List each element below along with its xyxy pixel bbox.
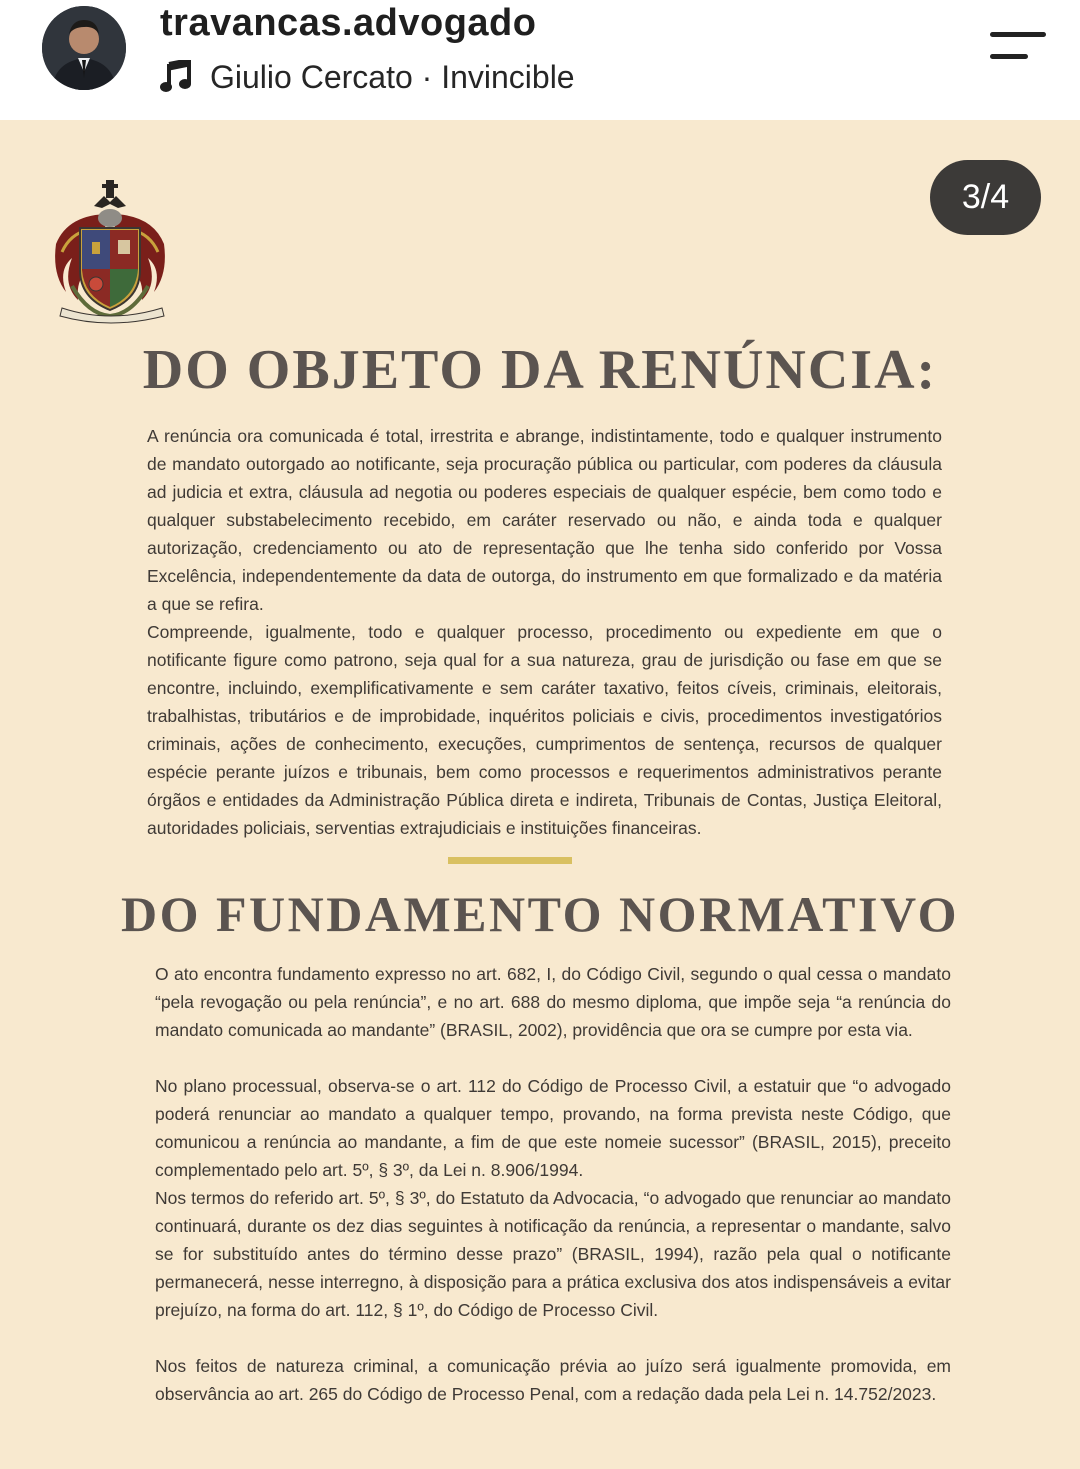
music-info[interactable]	[160, 56, 575, 98]
section-title-fundamento: DO FUNDAMENTO NORMATIVO	[121, 886, 959, 942]
post-header	[0, 0, 1080, 120]
avatar[interactable]	[42, 6, 126, 90]
username[interactable]: travancas.advogado	[160, 2, 537, 44]
paragraph: O ato encontra fundamento expresso no art. 682, I, do Código Civil, segundo o qual cessa o mandato “pela revogação ou pela renúncia”, e no art. 688 do mesmo diploma, que impõe seja “a renúncia do mandato comunicada ao mandante” (BRASIL, 2002), providência que ora se cumpre por esta via.	[155, 964, 951, 1040]
menu-bar-top	[990, 32, 1046, 37]
coat-of-arms-logo	[48, 174, 172, 324]
track-name: Giulio Cercato · Invincible	[210, 59, 575, 95]
paragraph: Nos termos do referido art. 5º, § 3º, do Estatuto da Advocacia, “o advogado que renunciar ao mandato continuará, durante os dez dias seguintes à notificação da renúncia, a representar o mandante, salvo se for substituído antes do término desse prazo” (BRASIL, 1994), razão pela qual o notificante permanecerá, nesse interregno, à disposição para a prática exclusiva dos atos indispensáveis a evitar prejuízo, na forma do art. 112, § 1º, do Código de Processo Civil.	[155, 1188, 951, 1320]
slide-counter: 3/4	[930, 160, 1041, 235]
music-note-icon	[160, 60, 192, 94]
carousel-slide[interactable]	[0, 120, 1080, 1469]
paragraph: No plano processual, observa-se o art. 112 do Código de Processo Civil, a estatuir que “o advogado poderá renunciar ao mandato a qualquer tempo, provando, na forma prevista neste Código, que comunicou a renúncia ao mandante, a fim de que este nomeie sucessor” (BRASIL, 2015), preceito complementado pelo art. 5º, § 3º, da Lei n. 8.906/1994.	[155, 1076, 951, 1180]
profile-photo	[42, 6, 126, 90]
paragraph: A renúncia ora comunicada é total, irrestrita e abrange, indistintamente, todo e qualquer instrumento de mandato outorgado ao notificante, seja procuração pública ou particular, com poderes da cláusula ad judicia et extra, cláusula ad negotia ou poderes especiais de qualquer espécie, bem como todo e qualquer substabelecimento recebido, em caráter reservado ou não, e ainda toda e qualquer autorização, credenciamento ou ato de representação que lhe tenha sido conferido por Vossa Excelência, independentemente da data de outorga, do instrumento em que formalizado e da matéria a que se refira.	[147, 426, 942, 614]
section-divider	[448, 857, 572, 864]
menu-bar-bottom	[990, 54, 1028, 59]
menu-icon[interactable]	[986, 30, 1050, 66]
paragraph: Nos feitos de natureza criminal, a comunicação prévia ao juízo será igualmente promovida, em observância ao art. 265 do Código de Processo Penal, com a redação dada pela Lei n. 14.752/2023.	[155, 1356, 951, 1404]
section-title-objeto: DO OBJETO DA RENÚNCIA:	[142, 339, 938, 401]
paragraph: Compreende, igualmente, todo e qualquer processo, procedimento ou expediente em que o notificante figure como patrono, seja qual for a sua natureza, grau de jurisdição ou fase em que se encontre, incluindo, exemplificativamente e sem caráter taxativo, feitos cíveis, criminais, eleitorais, trabalhistas, tributários e de improbidade, inquéritos policiais e civis, procedimentos investigatórios criminais, ações de conhecimento, execuções, cumprimentos de sentença, recursos de qualquer espécie perante juízos e tribunais, bem como processos e requerimentos administrativos perante órgãos e entidades da Administração Pública direta e indireta, Tribunais de Contas, Justiça Eleitoral, autoridades policiais, serventias extrajudiciais e instituições financeiras.	[147, 622, 942, 838]
